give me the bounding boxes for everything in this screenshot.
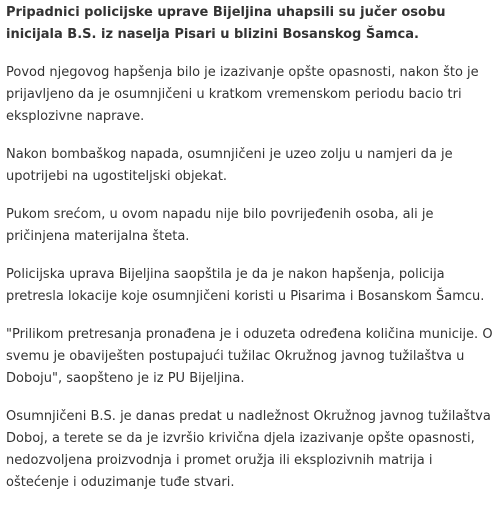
article-paragraph-2: Nakon bombaškog napada, osumnjičeni je uzeo zolju u namjeri da je upotrijebi na ugostiteljski objekat. bbox=[6, 147, 453, 184]
article-paragraph-3: Pukom srećom, u ovom napadu nije bilo povrijeđenih osoba, ali je pričinjena materijalna šteta. bbox=[6, 207, 434, 244]
article-body bbox=[6, 2, 496, 510]
article-quote-paragraph: "Prilikom pretresanja pronađena je i oduzeta određena količina municije. O svemu je obaviješten postupajući tužilac Okružnog javnog tužilaštva u Doboju", saopšteno je iz PU Bijeljina. bbox=[6, 327, 493, 386]
article-paragraph-4: Policijska uprava Bijeljina saopštila je da je nakon hapšenja, policija pretresla lokacije koje osumnjičeni koristi u Pisarima i Bosanskom Šamcu. bbox=[6, 267, 485, 304]
article-paragraph-6: Osumnjičeni B.S. je danas predat u nadležnost Okružnog javnog tužilaštva Doboj, a terete se da je izvršio krivična djela izazivanje opšte opasnosti, nedozvoljena proizvodnja i promet oružja ili eksplozivnih matrija i oštećenje i oduzimanje tuđe stvari. bbox=[6, 409, 491, 490]
article-lead: Pripadnici policijske uprave Bijeljina uhapsili su jučer osobu inicijala B.S. iz naselja Pisari u blizini Bosanskog Šamca. bbox=[6, 5, 446, 42]
article-paragraph-1: Povod njegovog hapšenja bilo je izazivanje opšte opasnosti, nakon što je prijavljeno da je osumnjičeni u kratkom vremenskom periodu bacio tri eksplozivne naprave. bbox=[6, 65, 479, 124]
